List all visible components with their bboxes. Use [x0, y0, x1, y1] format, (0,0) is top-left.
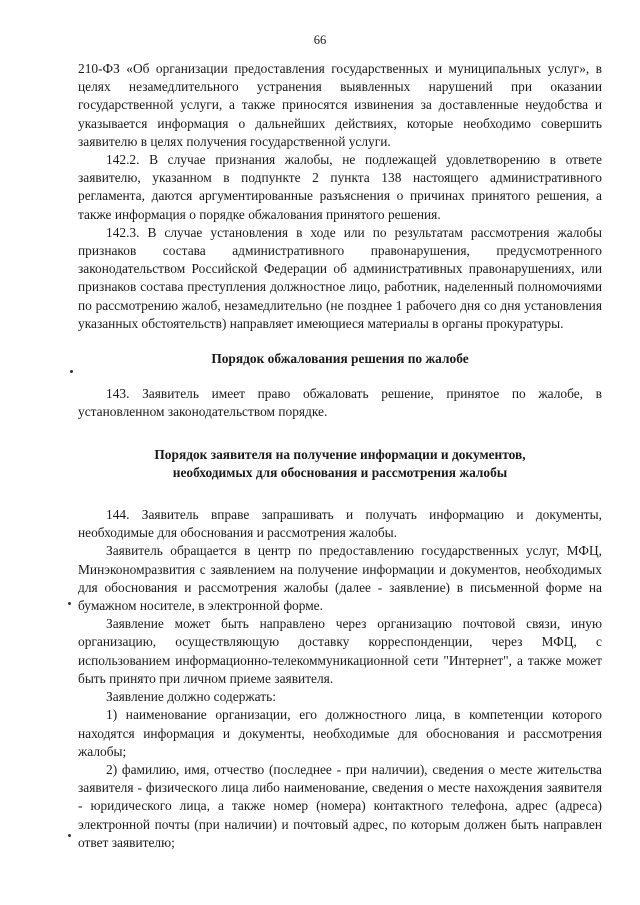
paragraph-143: 143. Заявитель имеет право обжаловать решение, принятое по жалобе, в установленном законодательством порядке. [78, 386, 602, 420]
section-heading-info-request-line2: необходимых для обоснования и рассмотрения жалобы [172, 464, 508, 480]
scan-speck [70, 370, 73, 373]
paragraph-contents-intro: Заявление должно содержать: [106, 689, 276, 705]
page-number: 66 [313, 33, 327, 47]
section-heading-appeal: Порядок обжалования решения по жалобе [211, 351, 469, 367]
section-heading-info-request-line1: Порядок заявителя на получение информации и документов, [154, 446, 526, 462]
paragraph-142-2: 142.2. В случае признания жалобы, не подлежащей удовлетворению в ответе заявителю, указанном в подпункте 2 пункта 138 настоящего административного регламента, даются аргументированные разъяснения о причинах принятого решения, а также информация о порядке обжалования принятого решения. [78, 152, 602, 222]
paragraph-144: 144. Заявитель вправе запрашивать и получать информацию и документы, необходимые для обоснования и рассмотрения жалобы. [78, 507, 602, 541]
paragraph-submission-methods: Заявление может быть направлено через организацию почтовой связи, иную организацию, осуществляющую доставку корреспонденции, через МФЦ, с использованием информационно-телекоммуникационной сети "Интернет", а также может быть принято при личном приеме заявителя. [78, 616, 602, 686]
paragraph-142-3: 142.3. В случае установления в ходе или по результатам рассмотрения жалобы признаков состава административного правонарушения, предусмотренного законодательством Российской Федерации об административных правонарушениях, или признаков состава преступления должностное лицо, работник, наделенный полномочиями по рассмотрению жалоб, незамедлительно (не позднее 1 рабочего дня со дня установления указанных обстоятельств) направляет имеющиеся материалы в органы прокуратуры. [78, 224, 602, 331]
paragraph-continuation: 210-ФЗ «Об организации предоставления государственных и муниципальных услуг», в целях незамедлительного устранения выявленных нарушений при оказании государственной услуги, а также приносятся извинения за доставленные неудобства и указывается информация о дальнейших действиях, которые необходимо совершить заявителю в целях получения государственной услуги. [78, 61, 602, 149]
list-item-1: 1) наименование организации, его должностного лица, в компетенции которого находятся информация и документы, необходимые для обоснования и рассмотрения жалобы; [78, 707, 602, 759]
list-item-2: 2) фамилию, имя, отчество (последнее - при наличии), сведения о месте жительства заявителя - физического лица либо наименование, сведения о месте нахождения заявителя - юридического лица, а также номер (номера) контактного телефона, адрес (адреса) электронной почты (при наличии) и почтовый адрес, по которым должен быть направлен ответ заявителю; [78, 761, 602, 850]
scan-speck [68, 602, 71, 605]
paragraph-applicant-contacts: Заявитель обращается в центр по предоставлению государственных услуг, МФЦ, Минэкономразвития с заявлением на получение информации и документов, необходимых для обоснования и рассмотрения жалобы (далее - заявление) в письменной форме на бумажном носителе, в электронной форме. [78, 543, 602, 614]
page-content [78, 60, 602, 852]
scan-speck [68, 834, 71, 837]
